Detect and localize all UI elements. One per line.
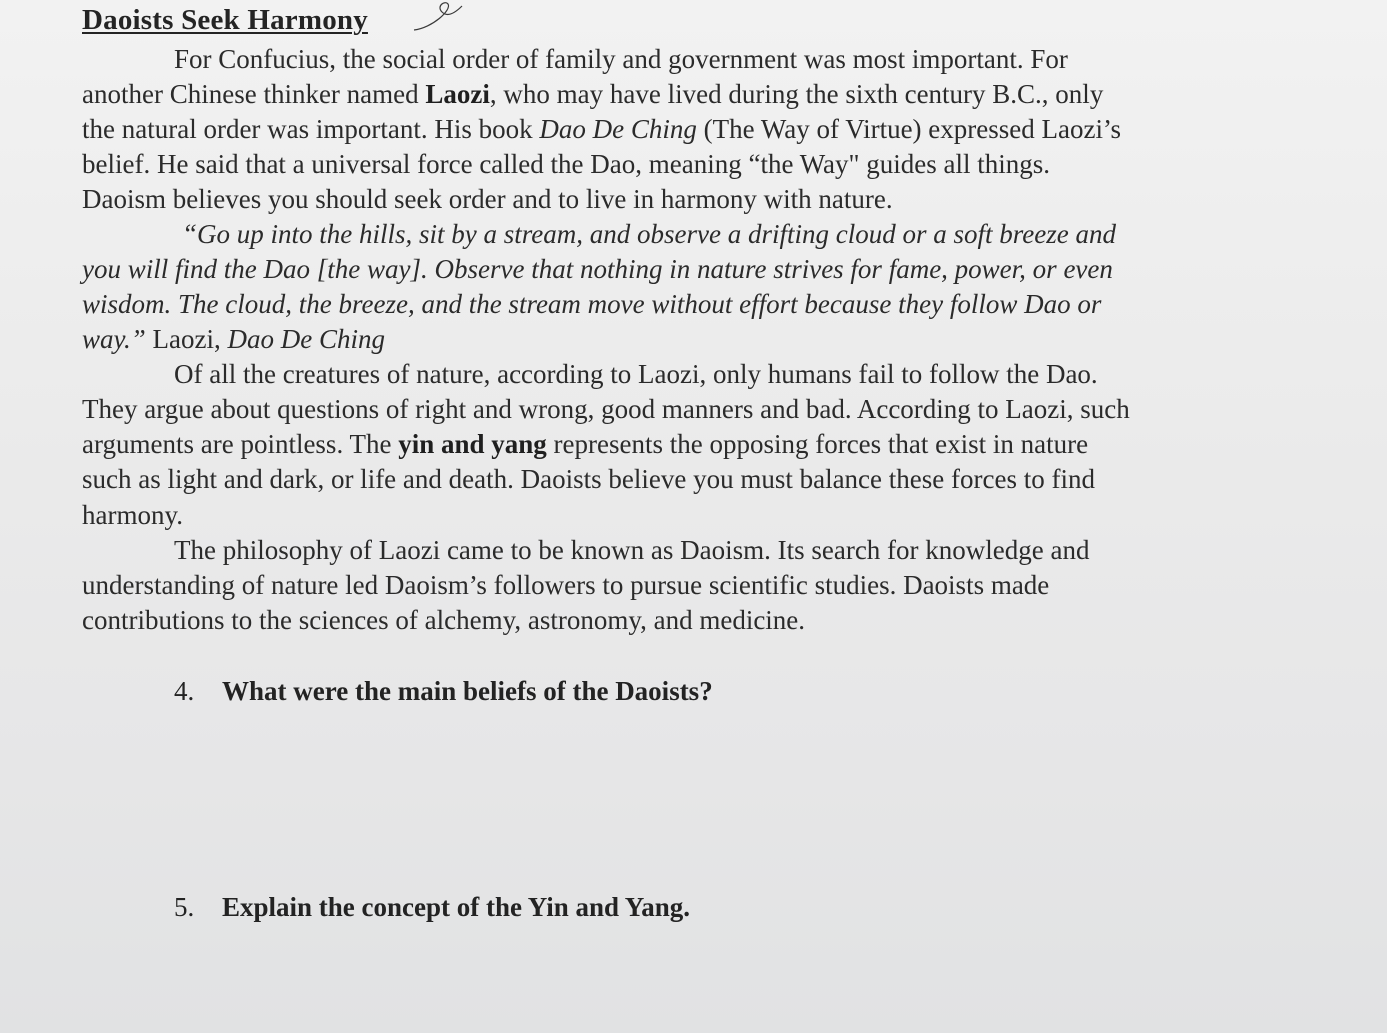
document-page — [82, 0, 1262, 922]
para1-line2 — [82, 77, 1103, 111]
question-4 — [174, 676, 713, 707]
para1-line3-a: the natural order was important. His book — [82, 114, 540, 144]
para2-line5: harmony. — [82, 500, 183, 530]
pen-mark — [412, 0, 532, 40]
quote-line3: wisdom. The cloud, the breeze, and the stream move without effort because they follow Dao or — [82, 289, 1102, 319]
question-5 — [174, 892, 690, 923]
para2-line2: They argue about questions of right and wrong, good manners and bad. According to Laozi, such — [82, 394, 1130, 424]
question-5-number: 5. — [174, 892, 195, 922]
quote-attribution: Laozi, — [145, 324, 228, 354]
page-title: Daoists Seek Harmony — [82, 4, 368, 36]
question-5-text: Explain the concept of the Yin and Yang. — [222, 892, 691, 922]
quote-end: way.” — [82, 324, 146, 354]
term-yin-yang: yin and yang — [398, 429, 547, 459]
quote-line2: you will find the Dao [the way]. Observe that nothing in nature strives for fame, power, or even — [82, 254, 1113, 284]
para1-line1: For Confucius, the social order of family and government was most important. For — [174, 44, 1068, 74]
quote-line4 — [82, 322, 385, 356]
book-title: Dao De Ching — [539, 114, 697, 144]
para3-line1: The philosophy of Laozi came to be known as Daoism. Its search for knowledge and — [174, 535, 1090, 565]
para2-line4: such as light and dark, or life and death. Daoists believe you must balance these forces to find — [82, 464, 1095, 494]
para1-line4: belief. He said that a universal force called the Dao, meaning “the Way" guides all things. — [82, 149, 1051, 179]
term-laozi: Laozi — [425, 79, 490, 109]
para3-line2: understanding of nature led Daoism’s followers to pursue scientific studies. Daoists made — [82, 570, 1050, 600]
para1-line2-a: another Chinese thinker named — [82, 79, 426, 109]
quote-source-title: Dao De Ching — [227, 324, 385, 354]
quote-line1: “Go up into the hills, sit by a stream, and observe a drifting cloud or a soft breeze and — [182, 219, 1116, 249]
para2-line3-a: arguments are pointless. The — [82, 429, 399, 459]
para3-line3: contributions to the sciences of alchemy, astronomy, and medicine. — [82, 605, 806, 635]
title-area — [82, 0, 1262, 40]
question-4-number: 4. — [174, 676, 195, 706]
para1-line5: Daoism believes you should seek order and to live in harmony with nature. — [82, 184, 893, 214]
question-4-text: What were the main beliefs of the Daoists? — [222, 676, 713, 706]
para2-line1: Of all the creatures of nature, according to Laozi, only humans fail to follow the Dao. — [174, 359, 1098, 389]
para2-line3-c: represents the opposing forces that exist in nature — [546, 429, 1089, 459]
para2-line3 — [82, 427, 1088, 461]
para1-line3 — [82, 112, 1121, 146]
para1-line2-c: , who may have lived during the sixth century B.C., only — [489, 79, 1104, 109]
para1-line3-c: (The Way of Virtue) expressed Laozi’s — [696, 114, 1121, 144]
